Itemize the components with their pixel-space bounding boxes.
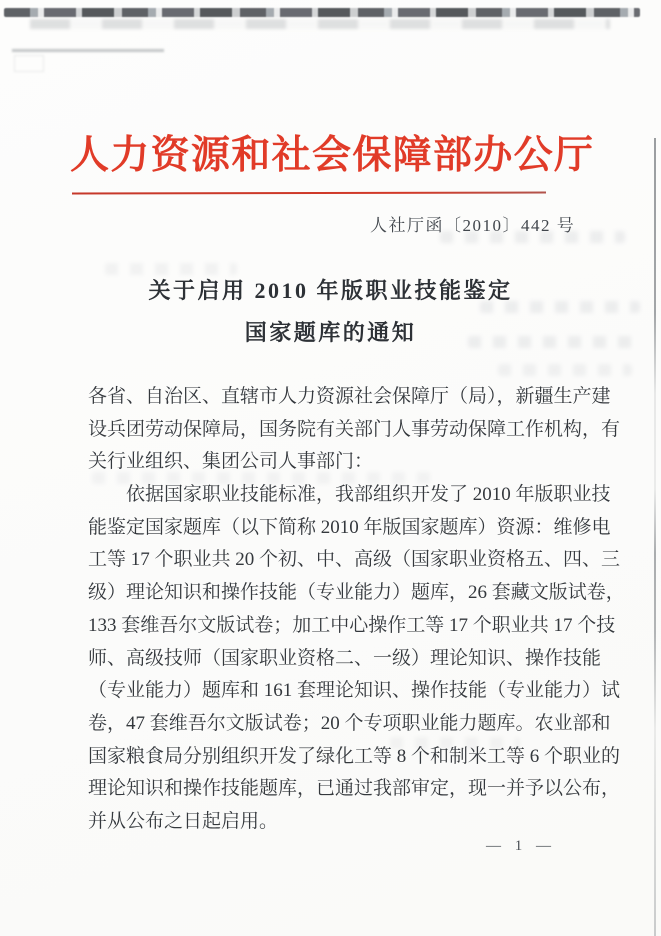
document-number: 人社厅函〔2010〕442 号 <box>370 216 576 235</box>
body-line: 关行业组织、集团公司人事部门： <box>88 451 374 473</box>
scan-artifact-right-edge-line <box>654 138 656 936</box>
body-line: （专业能力）题库和 161 套理论知识、操作技能（专业能力）试 <box>88 680 621 702</box>
body-line: 理论知识和操作技能题库，已通过我部审定，现一并予以公布， <box>88 778 621 800</box>
letterhead-rule <box>72 192 546 195</box>
body-line: 卷，47 套维吾尔文版试卷；20 个专项职业能力题库。农业部和 <box>88 712 611 734</box>
page-number: — 1 — <box>486 838 556 854</box>
title-line-2: 国家题库的通知 <box>244 320 417 345</box>
scan-artifact-top-band <box>4 8 640 17</box>
body-line: 并从公布之日起启用。 <box>88 810 279 832</box>
body-line: 师、高级技师（国家职业资格二、一级）理论知识、操作技能 <box>88 647 602 669</box>
document-body <box>88 381 625 839</box>
body-line: 国家粮食局分别组织开发了绿化工等 8 个和制米工等 6 个职业的 <box>88 745 621 767</box>
title-line-1: 关于启用 2010 年版职业技能鉴定 <box>148 278 513 303</box>
body-line: 级）理论知识和操作技能（专业能力）题库，26 套藏文版试卷， <box>88 582 625 604</box>
body-line: 设兵团劳动保障局，国务院有关部门人事劳动保障工作机构，有 <box>88 418 621 440</box>
body-line: 依据国家职业技能标准，我部组织开发了 2010 年版职业技 <box>126 484 611 506</box>
body-line: 133 套维吾尔文版试卷；加工中心操作工等 17 个职业共 17 个技 <box>88 614 616 636</box>
body-line: 能鉴定国家题库（以下简称 2010 年版国家题库）资源：维修电 <box>88 516 611 538</box>
body-line: 工等 17 个职业共 20 个初、中、高级（国家职业资格五、四、三 <box>88 549 621 571</box>
notice-title <box>0 270 661 354</box>
agency-name: 人力资源和社会保障部办公厅 <box>70 134 594 177</box>
scan-artifact-speck <box>14 55 44 72</box>
scan-artifact-top-shadow <box>30 19 610 29</box>
bleed-through-artifact <box>498 364 632 376</box>
scan-artifact-left-streak <box>12 49 164 52</box>
body-line: 各省、自治区、直辖市人力资源社会保障厅（局），新疆生产建 <box>88 386 611 407</box>
